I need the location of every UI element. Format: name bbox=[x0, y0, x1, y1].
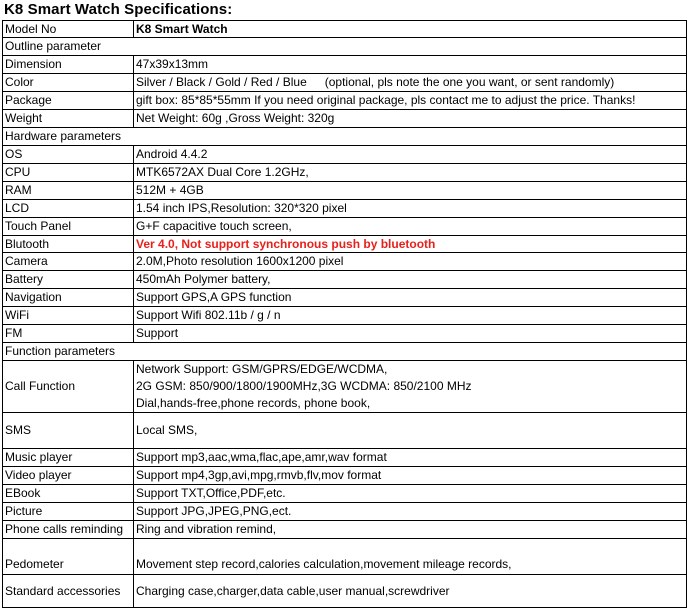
table-row bbox=[3, 164, 687, 182]
table-row bbox=[3, 56, 687, 74]
call-function-line: Dial,hands-free,phone records, phone book, bbox=[136, 396, 371, 410]
row-label: SMS bbox=[3, 413, 134, 449]
row-value: Support GPS,A GPS function bbox=[134, 289, 687, 307]
row-label: Camera bbox=[3, 253, 134, 271]
row-label: Blutooth bbox=[3, 236, 134, 253]
row-value: 47x39x13mm bbox=[134, 56, 687, 74]
table-row bbox=[3, 467, 687, 485]
row-value: Support mp4,3gp,avi,mpg,rmvb,flv,mov format bbox=[134, 467, 687, 485]
row-label: FM bbox=[3, 325, 134, 343]
table-row bbox=[3, 575, 687, 608]
row-label: Touch Panel bbox=[3, 218, 134, 236]
row-label: Weight bbox=[3, 110, 134, 128]
row-label: EBook bbox=[3, 485, 134, 503]
row-value: MTK6572AX Dual Core 1.2GHz, bbox=[134, 164, 687, 182]
row-label: Phone calls reminding bbox=[3, 521, 134, 539]
row-label: Standard accessories bbox=[3, 575, 134, 608]
row-label: Color bbox=[3, 74, 134, 92]
row-value: Movement step record,calories calculation,movement mileage records, bbox=[134, 539, 687, 575]
section-row bbox=[3, 38, 687, 56]
section-header: Outline parameter bbox=[3, 38, 687, 56]
row-value: Support bbox=[134, 325, 687, 343]
row-value: Support Wifi 802.11b / g / n bbox=[134, 307, 687, 325]
row-label: Battery bbox=[3, 271, 134, 289]
call-function-value bbox=[134, 361, 687, 413]
row-label: OS bbox=[3, 146, 134, 164]
row-label: RAM bbox=[3, 182, 134, 200]
table-row bbox=[3, 521, 687, 539]
table-row bbox=[3, 449, 687, 467]
table-row bbox=[3, 485, 687, 503]
table-row bbox=[3, 74, 687, 92]
table-row bbox=[3, 361, 687, 413]
row-value: Support JPG,JPEG,PNG,ect. bbox=[134, 503, 687, 521]
call-function-line: 2G GSM: 850/900/1800/1900MHz,3G WCDMA: 850/2100 MHz bbox=[136, 379, 472, 393]
table-row bbox=[3, 92, 687, 110]
table-row bbox=[3, 218, 687, 236]
section-row bbox=[3, 343, 687, 361]
row-value: 2.0M,Photo resolution 1600x1200 pixel bbox=[134, 253, 687, 271]
row-label: Navigation bbox=[3, 289, 134, 307]
color-note: (optional, pls note the one you want, or sent randomly) bbox=[324, 75, 615, 89]
table-row bbox=[3, 110, 687, 128]
row-label: Picture bbox=[3, 503, 134, 521]
table-row bbox=[3, 271, 687, 289]
row-value: Local SMS, bbox=[134, 413, 687, 449]
row-value: Net Weight: 60g ,Gross Weight: 320g bbox=[134, 110, 687, 128]
row-label: Music player bbox=[3, 449, 134, 467]
table-row bbox=[3, 325, 687, 343]
table-row bbox=[3, 146, 687, 164]
table-row bbox=[3, 289, 687, 307]
row-value: Android 4.4.2 bbox=[134, 146, 687, 164]
row-value: Support TXT,Office,PDF,etc. bbox=[134, 485, 687, 503]
page-title: K8 Smart Watch Specifications: bbox=[4, 1, 233, 18]
row-label: Call Function bbox=[3, 361, 134, 413]
section-header: Hardware parameters bbox=[3, 128, 687, 146]
row-label: LCD bbox=[3, 200, 134, 218]
row-label: Video player bbox=[3, 467, 134, 485]
row-value: Support mp3,aac,wma,flac,ape,amr,wav format bbox=[134, 449, 687, 467]
row-value bbox=[134, 74, 687, 92]
section-row bbox=[3, 128, 687, 146]
row-label: CPU bbox=[3, 164, 134, 182]
table-row bbox=[3, 182, 687, 200]
row-value: G+F capacitive touch screen, bbox=[134, 218, 687, 236]
spec-table bbox=[2, 20, 687, 608]
row-label: Dimension bbox=[3, 56, 134, 74]
table-row bbox=[3, 200, 687, 218]
table-row bbox=[3, 413, 687, 449]
row-value: gift box: 85*85*55mm If you need original package, pls contact me to adjust the price. Thanks! bbox=[134, 92, 687, 110]
row-value: 1.54 inch IPS,Resolution: 320*320 pixel bbox=[134, 200, 687, 218]
table-row bbox=[3, 253, 687, 271]
row-label: Model No bbox=[3, 21, 134, 38]
row-label: Package bbox=[3, 92, 134, 110]
table-row bbox=[3, 21, 687, 38]
row-value: Charging case,charger,data cable,user manual,screwdriver bbox=[134, 575, 687, 608]
table-row bbox=[3, 307, 687, 325]
row-label: WiFi bbox=[3, 307, 134, 325]
row-value: K8 Smart Watch bbox=[134, 21, 687, 38]
row-value: Ring and vibration remind, bbox=[134, 521, 687, 539]
table-row bbox=[3, 503, 687, 521]
color-value: Silver / Black / Gold / Red / Blue bbox=[136, 75, 307, 89]
row-value: 450mAh Polymer battery, bbox=[134, 271, 687, 289]
call-function-line: Network Support: GSM/GPRS/EDGE/WCDMA, bbox=[136, 362, 388, 376]
row-value: 512M + 4GB bbox=[134, 182, 687, 200]
bluetooth-warning: Ver 4.0, Not support synchronous push by bluetooth bbox=[134, 236, 687, 253]
table-row bbox=[3, 236, 687, 253]
row-label: Pedometer bbox=[3, 539, 134, 575]
section-header: Function parameters bbox=[3, 343, 687, 361]
table-row bbox=[3, 539, 687, 575]
